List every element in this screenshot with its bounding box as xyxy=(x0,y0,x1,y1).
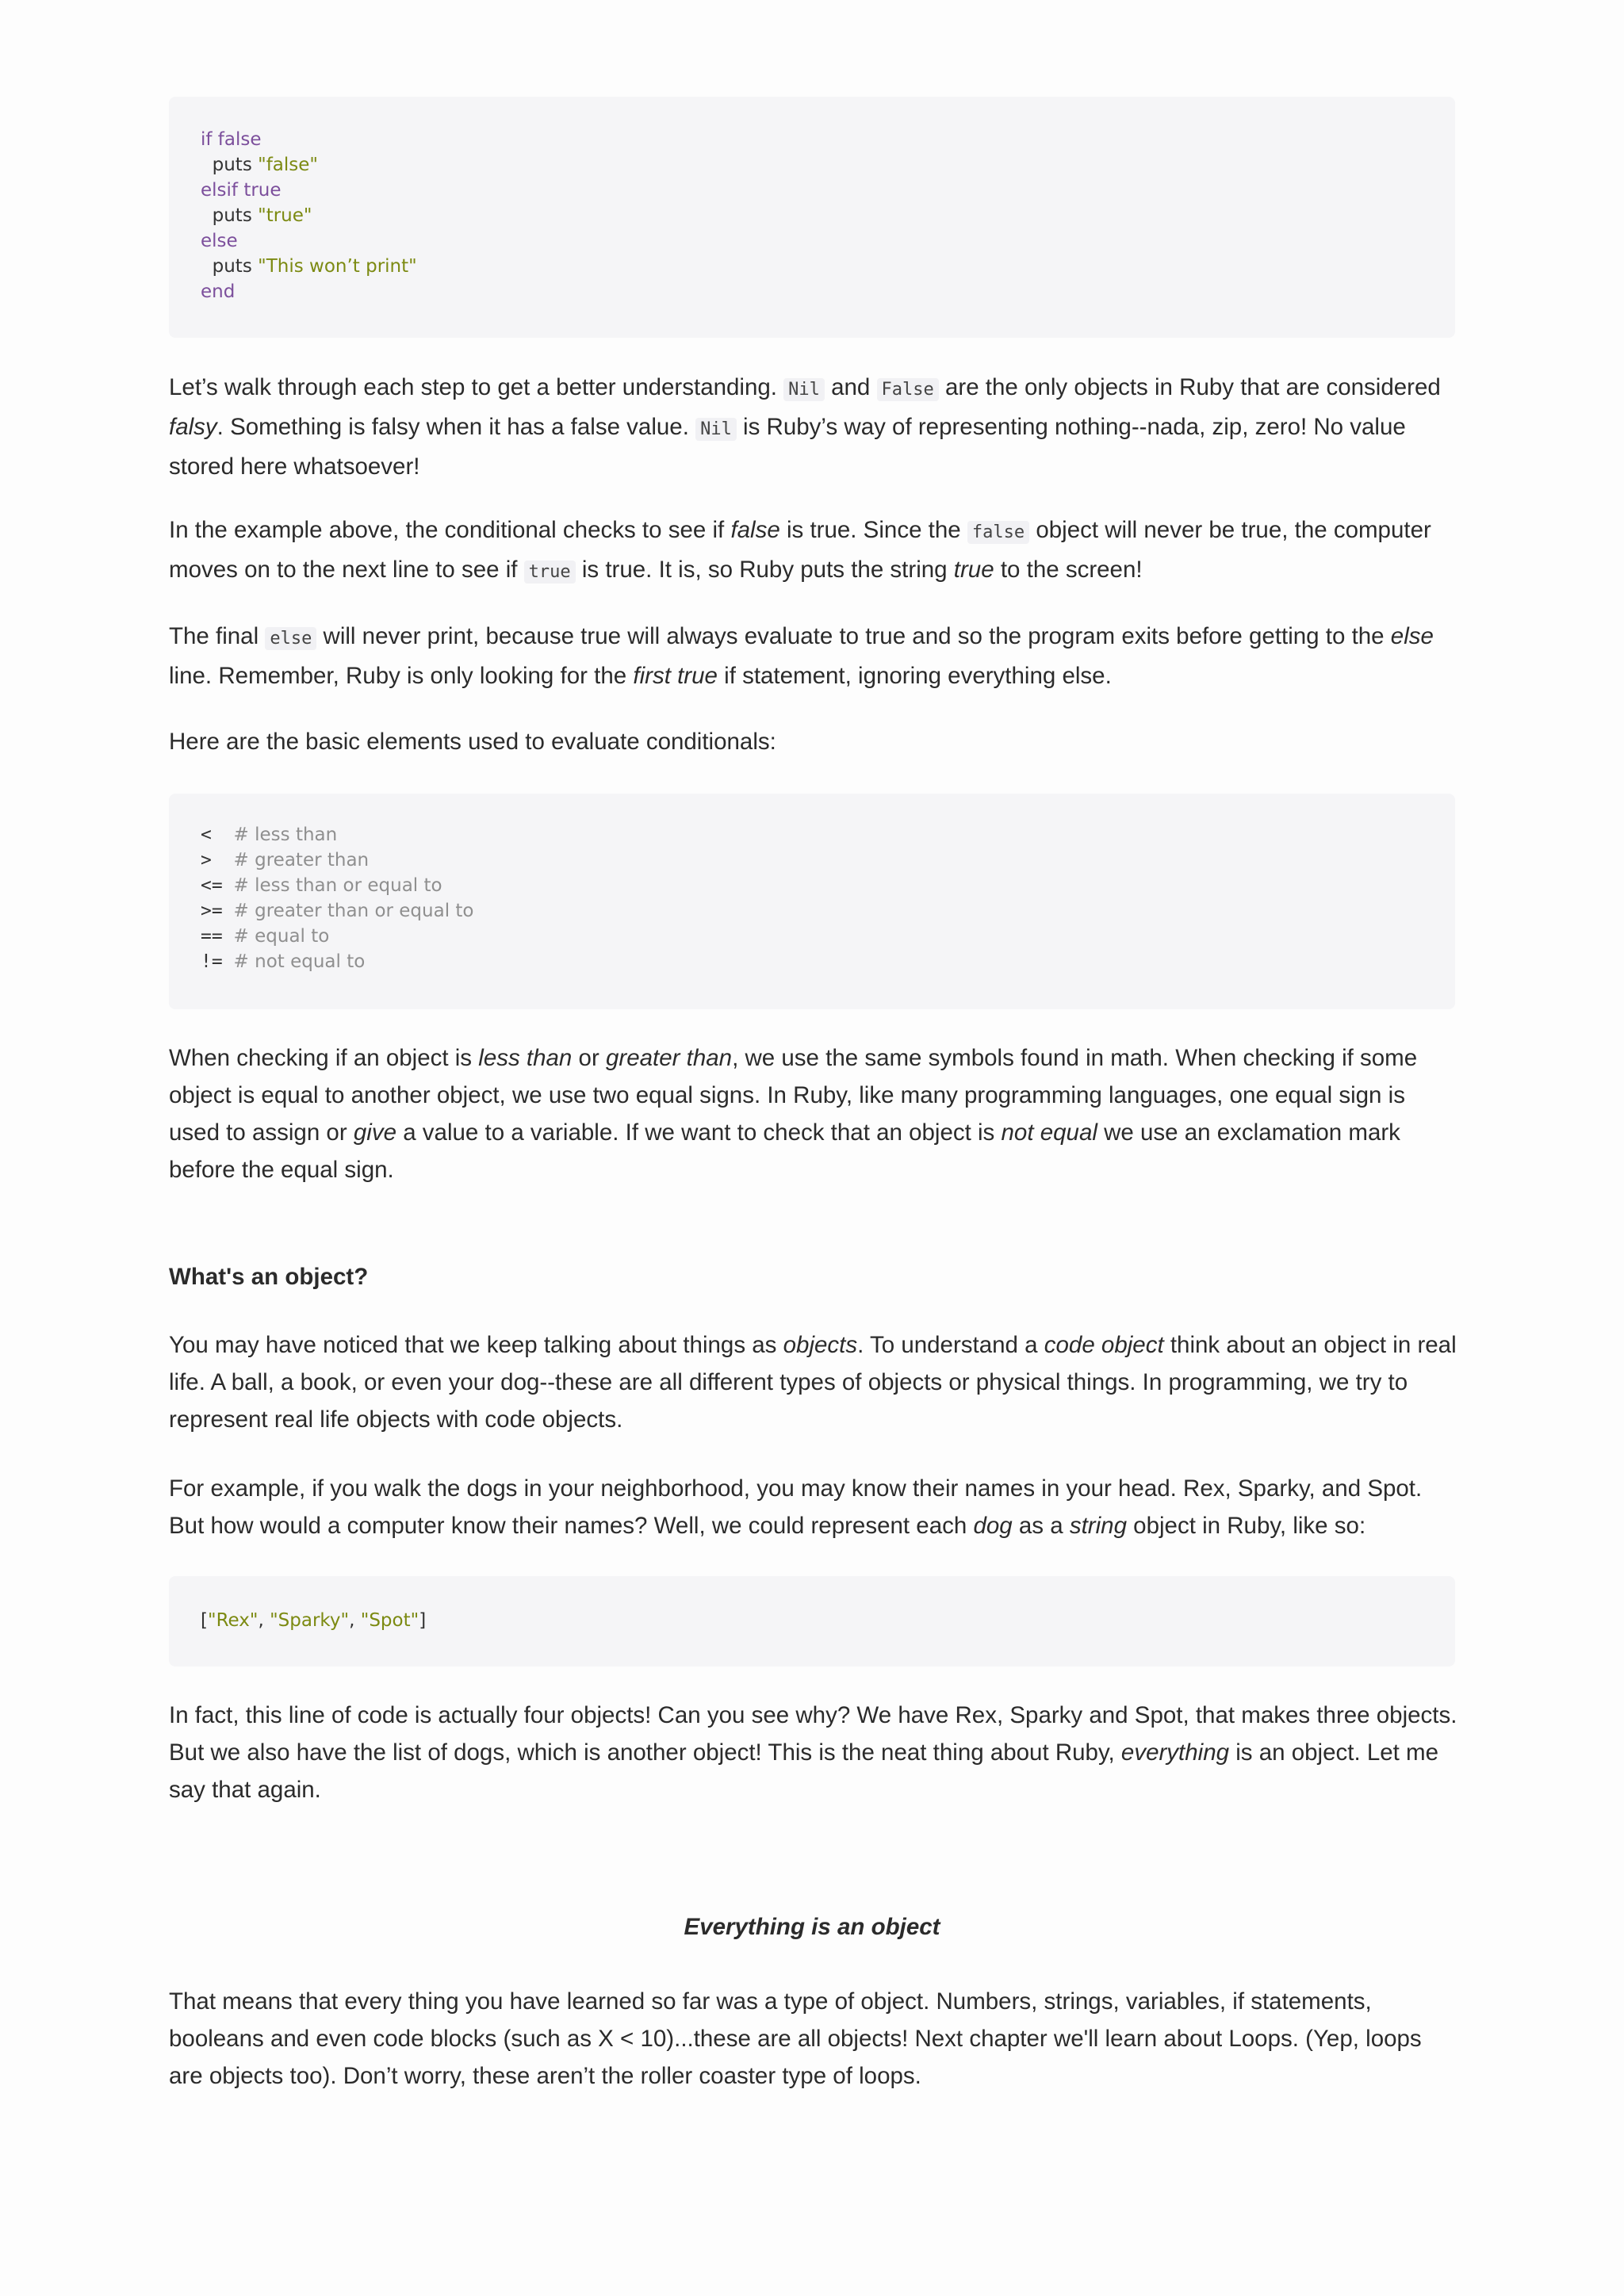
operator: == xyxy=(201,926,234,947)
operator-comment: # less than xyxy=(233,825,338,845)
paragraph-basic-elements: Here are the basic elements used to evaluate conditionals: xyxy=(169,729,776,755)
code-line: elsif true xyxy=(201,180,282,201)
code-block-comparison-operators xyxy=(169,794,1455,1009)
code-line xyxy=(201,898,1423,924)
code-line: puts "false" xyxy=(212,155,318,175)
code-line: end xyxy=(201,281,236,302)
code-line: if false xyxy=(201,129,262,150)
code-line xyxy=(201,924,1423,949)
code-line: ["Rex", "Sparky", "Spot"] xyxy=(201,1610,427,1631)
paragraph-four-objects: In fact, this line of code is actually four objects! Can you see why? We have Rex, Sparky and Spot, that makes three objects. But we also have the list of dogs, which is another object! This is the neat thing about Ruby, everything is an object. Let me say that again. xyxy=(169,1702,1457,1803)
paragraph-everything: That means that every thing you have learned so far was a type of object. Numbers, strings, variables, if statements, booleans and even code blocks (such as X < 10)...these are all objects! Next chapter we'll learn about Loops. (Yep, loops are objects too). Don’t worry, these aren’t the roller coaster type of loops. xyxy=(169,1988,1422,2089)
operator: > xyxy=(201,850,234,871)
operator-comment: # greater than or equal to xyxy=(233,901,474,921)
code-line: puts "This won’t print" xyxy=(212,256,417,277)
inline-code: False xyxy=(877,378,939,401)
code-block-if-elsif xyxy=(169,97,1455,338)
code-line: puts "true" xyxy=(212,205,312,226)
operator: < xyxy=(201,825,234,845)
operator: != xyxy=(201,951,234,972)
paragraph-final-else: The final else will never print, because true will always evaluate to true and so the program exits before getting to the else line. Remember, Ruby is only looking for the first true if statement, ignoring everything else. xyxy=(169,623,1434,689)
inline-code: Nil xyxy=(695,418,737,441)
code-line xyxy=(201,848,1423,873)
code-line xyxy=(201,949,1423,974)
paragraph-falsy: Let’s walk through each step to get a better understanding. Nil and False are the only objects in Ruby that are considered falsy. Something is falsy when it has a false value. Nil is Ruby’s way of representing nothing--nada, zip, zero! No value stored here whatsoever! xyxy=(169,374,1441,480)
inline-code: Nil xyxy=(783,378,825,401)
operator: <= xyxy=(201,875,234,896)
code-line: else xyxy=(201,231,238,251)
inline-code: true xyxy=(524,561,576,584)
operator: >= xyxy=(201,901,234,921)
inline-code: else xyxy=(265,627,316,650)
code-block-dog-array xyxy=(169,1576,1455,1667)
operator-comment: # greater than xyxy=(233,850,370,871)
code-line xyxy=(201,873,1423,898)
paragraph-dogs: For example, if you walk the dogs in your neighborhood, you may know their names in your head. Rex, Sparky, and Spot. But how would a computer know their names? Well, we could represent each dog as a string object in Ruby, like so: xyxy=(169,1475,1423,1539)
operator-comment: # not equal to xyxy=(233,951,366,972)
paragraph-conditional-checks: In the example above, the conditional checks to see if false is true. Since the false object will never be true, the computer moves on to the next line to see if true is true. It is, so Ruby puts the string true to the screen! xyxy=(169,517,1431,583)
operator-comment: # less than or equal to xyxy=(233,875,442,896)
callout-everything-is-an-object: Everything is an object xyxy=(684,1914,940,1940)
paragraph-objects: You may have noticed that we keep talking about things as objects. To understand a code object think about an object in real life. A ball, a book, or even your dog--these are all different types of objects or physical things. In programming, we try to represent real life objects with code objects. xyxy=(169,1332,1457,1433)
operator-comment: # equal to xyxy=(233,926,330,947)
paragraph-symbols: When checking if an object is less than or greater than, we use the same symbols found in math. When checking if some object is equal to another object, we use two equal signs. In Ruby, like many programming languages, one equal sign is used to assign or give a value to a variable. If we want to check that an object is not equal we use an exclamation mark before the equal sign. xyxy=(169,1045,1418,1183)
section-heading: What's an object? xyxy=(169,1264,369,1290)
inline-code: false xyxy=(967,521,1029,544)
code-line xyxy=(201,822,1423,848)
